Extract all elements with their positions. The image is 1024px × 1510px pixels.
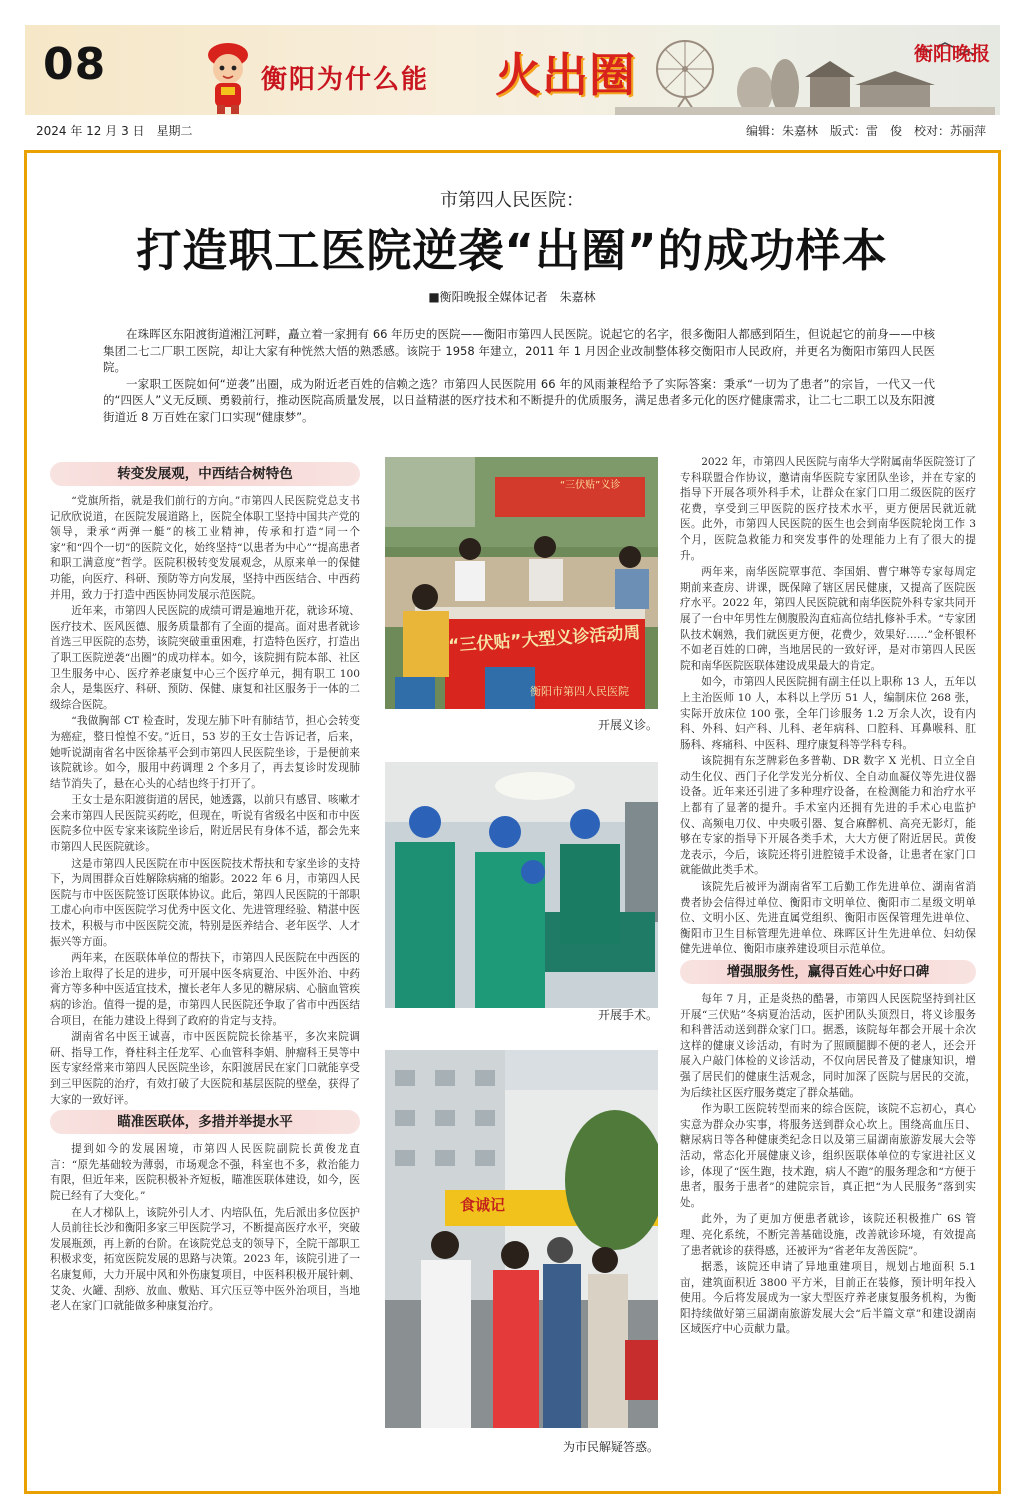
photo-caption-3: 为市民解疑答惑。 xyxy=(563,1440,660,1454)
body-paragraph: 提到如今的发展困境，市第四人民医院副院长黄俊龙直言：“原先基础较为薄弱，市场观念不强，科室也不多，救治能力有限，但近年来，医院积极补齐短板，瞄准医联体建设，如今，医院已经有了大变化。” xyxy=(50,1143,360,1202)
photo-banner-text: “三伏贴”大型义诊活动周 xyxy=(447,622,642,657)
article-headline: 打造职工医院逆袭“出圈”的成功样本 xyxy=(136,224,888,277)
body-paragraph: 作为职工医院转型而来的综合医院，该院不忘初心，真心实意为群众办实事，将服务送到群众心坎上。围绕高血压日、糖尿病日等各种健康类纪念日以及第三届湖南旅游发展大会等活动，常态化开展健康义诊，组织医联体单位的专家进社区义诊，体现了“医生跑，技术跑，病人不跑”的服务理念和“方便于患者，服务于患者”的建院宗旨，真正把“为人民服务”落到实处。 xyxy=(680,1103,976,1209)
body-paragraph: 据悉，该院还申请了异地重建项目，规划占地面积 5.1 亩，建筑面积近 3800 平方米，目前正在装修，预计明年投入使用。今后将发展成为一家大型医疗养老康复服务机构，为衡阳持续做好第三届湖南旅游发展大会“后半篇文章”和建设湖南区域医疗中心贡献力量。 xyxy=(680,1261,976,1336)
photo-board-text: “三伏贴”义诊 xyxy=(560,480,621,491)
issue-date: 2024 年 12 月 3 日 星期二 xyxy=(36,124,193,138)
photo-consultation xyxy=(385,1050,658,1428)
mascot-icon xyxy=(197,39,259,115)
body-paragraph: “党旗所指，就是我们前行的方向。”市第四人民医院党总支书记欣欣说道，在医院发展道路上，医院全体职工坚持中国共产党的领导，秉承“两弹一艇”的核工业精神，传承和打造“同一个家”和“四个一切”的医院文化，始终坚持“以患者为中心”“提高患者和职工满意度”哲学。医院积极转变发展观念，从原来单一的保健功能，向医疗、科研、预防等方向发展，坚持中西医结合、中西药并用，致力于打造中西医协同发展示范医院。 xyxy=(50,495,360,601)
lead-paragraph: 一家职工医院如何“逆袭”出圈，成为附近老百姓的信赖之选？市第四人民医院用 66 年的风雨兼程给予了实际答案：秉承“一切为了患者”的宗旨，一代又一代的“四医人”义无反顾、勇毅前行，推动医院高质量发展，以日益精湛的医疗技术和不断提升的优质服务，满足患者多元化的医疗健康需求，让二七二职工以及东阳渡街道近 8 万百姓在家门口实现“健康梦”。 xyxy=(103,376,935,424)
paper-brand: 衡阳晚报 xyxy=(913,43,990,65)
section-heading-2: 瞄准医联体，多措并举提水平 xyxy=(50,1110,360,1134)
left-column xyxy=(50,460,360,1316)
body-paragraph: 该院先后被评为湖南省军工后勤工作先进单位、湖南省消费者协会信得过单位、衡阳市文明单位、衡阳市二星级文明单位、文明小区、先进直属党组织、衡阳市医保管理先进单位、衡阳市卫生目标管理先进单位、珠晖区计生先进单位、妇幼保健先进单位、衡阳市康养建设项目示范单位。 xyxy=(680,881,976,956)
body-paragraph: 两年来，南华医院覃事范、李国娟、曹宁琳等专家每周定期前来查房、讲课，既保障了辖区居民健康，又提高了医院医疗水平。2022 年，第四人民医院就和南华医院外科专家共同开展了一台中年男性左侧腹股沟直疝高位结扎修补手术。“专家团队技术娴熟，我们就医更方便，花费少，效果好……”金杯银杯不如老百姓的口碑，当地居民的一致好评，是对市第四人民医院和南华医院医联体建设成果最大的肯定。 xyxy=(680,566,976,672)
body-paragraph: 在人才梯队上，该院外引人才、内培队伍，先后派出多位医护人员前往长沙和衡阳多家三甲医院学习，不断提高医疗水平，突破发展瓶颈，再上新的台阶。在该院党总支的领导下，全院干部职工积极求变，拓宽医院发展的思路与决策。2023 年，该院引进了一名康复师，大力开展中风和外伤康复项目，中医科积极开展针刺、艾灸、火罐、刮痧、放血、敷贴、耳穴压豆等中医外治项目，当地老人在家门口就能做多种康复治疗。 xyxy=(50,1206,360,1313)
body-paragraph: “我做胸部 CT 检查时，发现左肺下叶有肺结节，担心会转变为癌症，整日惶惶不安。”近日，53 岁的王女士告诉记者，后来，她听说湖南省名中医徐基平会到市第四人民医院坐诊，于是便前来该院就诊。如今，服用中药调理 2 个多月了，再去复诊时发现肺结节消失了，悬在心头的心结也终于打开了。 xyxy=(50,715,360,790)
body-paragraph: 这是市第四人民医院在市中医医院技术帮扶和专家坐诊的支持下，为周围群众百姓解除病痛的缩影。2022 年 6 月，市第四人民医院与市中医医院签订医联体协议。此后，第四人民医院的干部职工虚心向市中医医院学习优秀中医文化、先进管理经验、精湛中医技术，积极与市中医医院交流，特别是医养结合、老年医学、人才振兴等方面。 xyxy=(50,857,360,948)
series-highlight: 火出圈 xyxy=(495,48,636,102)
photo-free-clinic xyxy=(385,457,658,709)
article-lead xyxy=(103,326,935,425)
article-byline: ■衡阳晚报全媒体记者 朱嘉林 xyxy=(428,290,596,304)
body-paragraph: 如今，市第四人民医院拥有副主任以上职称 13 人，五年以上主治医师 10 人，本科以上学历 51 人，编制床位 268 张，实际开放床位 100 张，全年门诊服务 1.2 万余人次，设有内科、外科、妇产科、儿科、老年病科、口腔科、耳鼻喉科、肛肠科、疼痛科、中医科、理疗康复科等学科专科。 xyxy=(680,676,976,751)
section-heading-3: 增强服务性，赢得百姓心中好口碑 xyxy=(680,960,976,984)
photo-shop-sign: 食诚记 xyxy=(460,1196,506,1214)
article-kicker: 市第四人民医院： xyxy=(440,190,584,211)
masthead xyxy=(25,25,1000,115)
photo-caption-2: 开展手术。 xyxy=(598,1008,659,1022)
body-paragraph: 湖南省名中医王诚喜，市中医医院院长徐基平，多次来院调研、指导工作，脊柱科主任龙军、心血管科李娟、肿瘤科王昊等中医专家经常来市第四人民医院坐诊，东阳渡居民在家门口就能享受到三甲医院的治疗，有效打破了大医院和基层医院的壁垒，获得了大家的一致好评。 xyxy=(50,1031,360,1106)
photo-surgery xyxy=(385,762,658,1008)
photo-banner-org: 衡阳市第四人民医院 xyxy=(530,685,629,698)
body-paragraph: 2022 年，市第四人民医院与南华大学附属南华医院签订了专科联盟合作协议，邀请南华医院专家团队坐诊，并在专家的指导下开展各项外科手术，让群众在家门口用二级医院的医疗花费，享受到三甲医院的医疗技术水平，更方便居民就近就医。此外，市第四人民医院的医生也会到南华医院轮岗工作 3 个月，医院急救能力和突发事件的处理能力上有了很大的提升。 xyxy=(680,456,976,562)
lead-paragraph: 在珠晖区东阳渡街道湘江河畔，矗立着一家拥有 66 年历史的医院——衡阳市第四人民医院。说起它的名字，很多衡阳人都感到陌生，但说起它的前身——中核集团二七二厂职工医院，却让大家有种恍然大悟的熟悉感。该院于 1958 年建立，2011 年 1 月因企业改制整体移交衡阳市人民政府，并更名为衡阳市第四人民医院。 xyxy=(103,327,935,374)
series-title: 衡阳为什么能 xyxy=(261,65,430,95)
editor-credits: 编辑：朱嘉林 版式：雷 俊 校对：苏丽萍 xyxy=(745,124,986,138)
body-paragraph: 此外，为了更加方便患者就诊，该院还积极推广 6S 管理、亮化系统，不断完善基础设施，改善就诊环境，有效提高了患者就诊的获得感，还被评为“省老年友善医院”。 xyxy=(680,1213,976,1257)
photo-caption-1: 开展义诊。 xyxy=(598,718,659,732)
body-paragraph: 该院拥有东芝牌彩色多普勒、DR 数字 X 光机、日立全自动生化仪、西门子化学发光分析仪、全自动血凝仪等先进仪器设备。近年来还引进了多种理疗设备，在检测能力和治疗水平上都有了显著的提升。手术室内还拥有先进的手术心电监护仪、高频电刀仪、中央吸引器、复合麻醉机、高亮无影灯，能够在专家的指导下开展各类手术，大大方便了附近居民。黄俊龙表示，今后，该院还将引进腔镜手术设备，让患者在家门口就能做此类手术。 xyxy=(680,755,976,877)
page-number: 08 xyxy=(43,39,107,90)
body-paragraph: 每年 7 月，正是炎热的酷暑，市第四人民医院坚持到社区开展“三伏贴”冬病夏治活动，医护团队头顶烈日，将义诊服务和科普活动送到群众家门口。据悉，该院每年都会开展十余次这样的健康义诊活动，有时为了照顾腿脚不便的老人，还会开展入户敲门体检的义诊活动，不仅向居民普及了健康知识，增强了居民们的健康生活观念，同时加深了医院与居民的交流，为后续社区医疗服务奠定了群众基础。 xyxy=(680,993,976,1099)
right-column xyxy=(680,455,976,1339)
body-paragraph: 两年来，在医联体单位的帮扶下，市第四人民医院在中西医的诊治上取得了长足的进步，可开展中医冬病夏治、中医外治、中药膏方等多种中医适宜技术，擅长老年人多见的糖尿病、心脑血管疾病的诊治。值得一提的是，市第四人民医院还争取了省市中西医结合项目，在能力建设上得到了政府的肯定与支持。 xyxy=(50,952,360,1027)
body-paragraph: 近年来，市第四人民医院的成绩可谓是遍地开花，就诊环境、医疗技术、医风医德、服务质量都有了全面的提高。面对患者就诊首选三甲医院的态势，该院突破重重困难，打造特色医疗，打造出了职工医院逆袭“出圈”的成功样本。如今，该院拥有院本部、社区卫生服务中心、医疗养老康复中心三个医疗单元，拥有职工 100 余人，是集医疗、科研、预防、保健、康复和社区服务于一体的二级综合医院。 xyxy=(50,605,360,711)
body-paragraph: 王女士是东阳渡街道的居民，她透露，以前只有感冒、咳嗽才会来市第四人民医院买药吃，但现在，听说有省级名中医和市中医医院多位中医专家来该院坐诊后，附近居民有身体不适，都会先来市第四人民医院就诊。 xyxy=(50,794,360,854)
section-heading-1: 转变发展观，中西结合树特色 xyxy=(50,462,360,486)
